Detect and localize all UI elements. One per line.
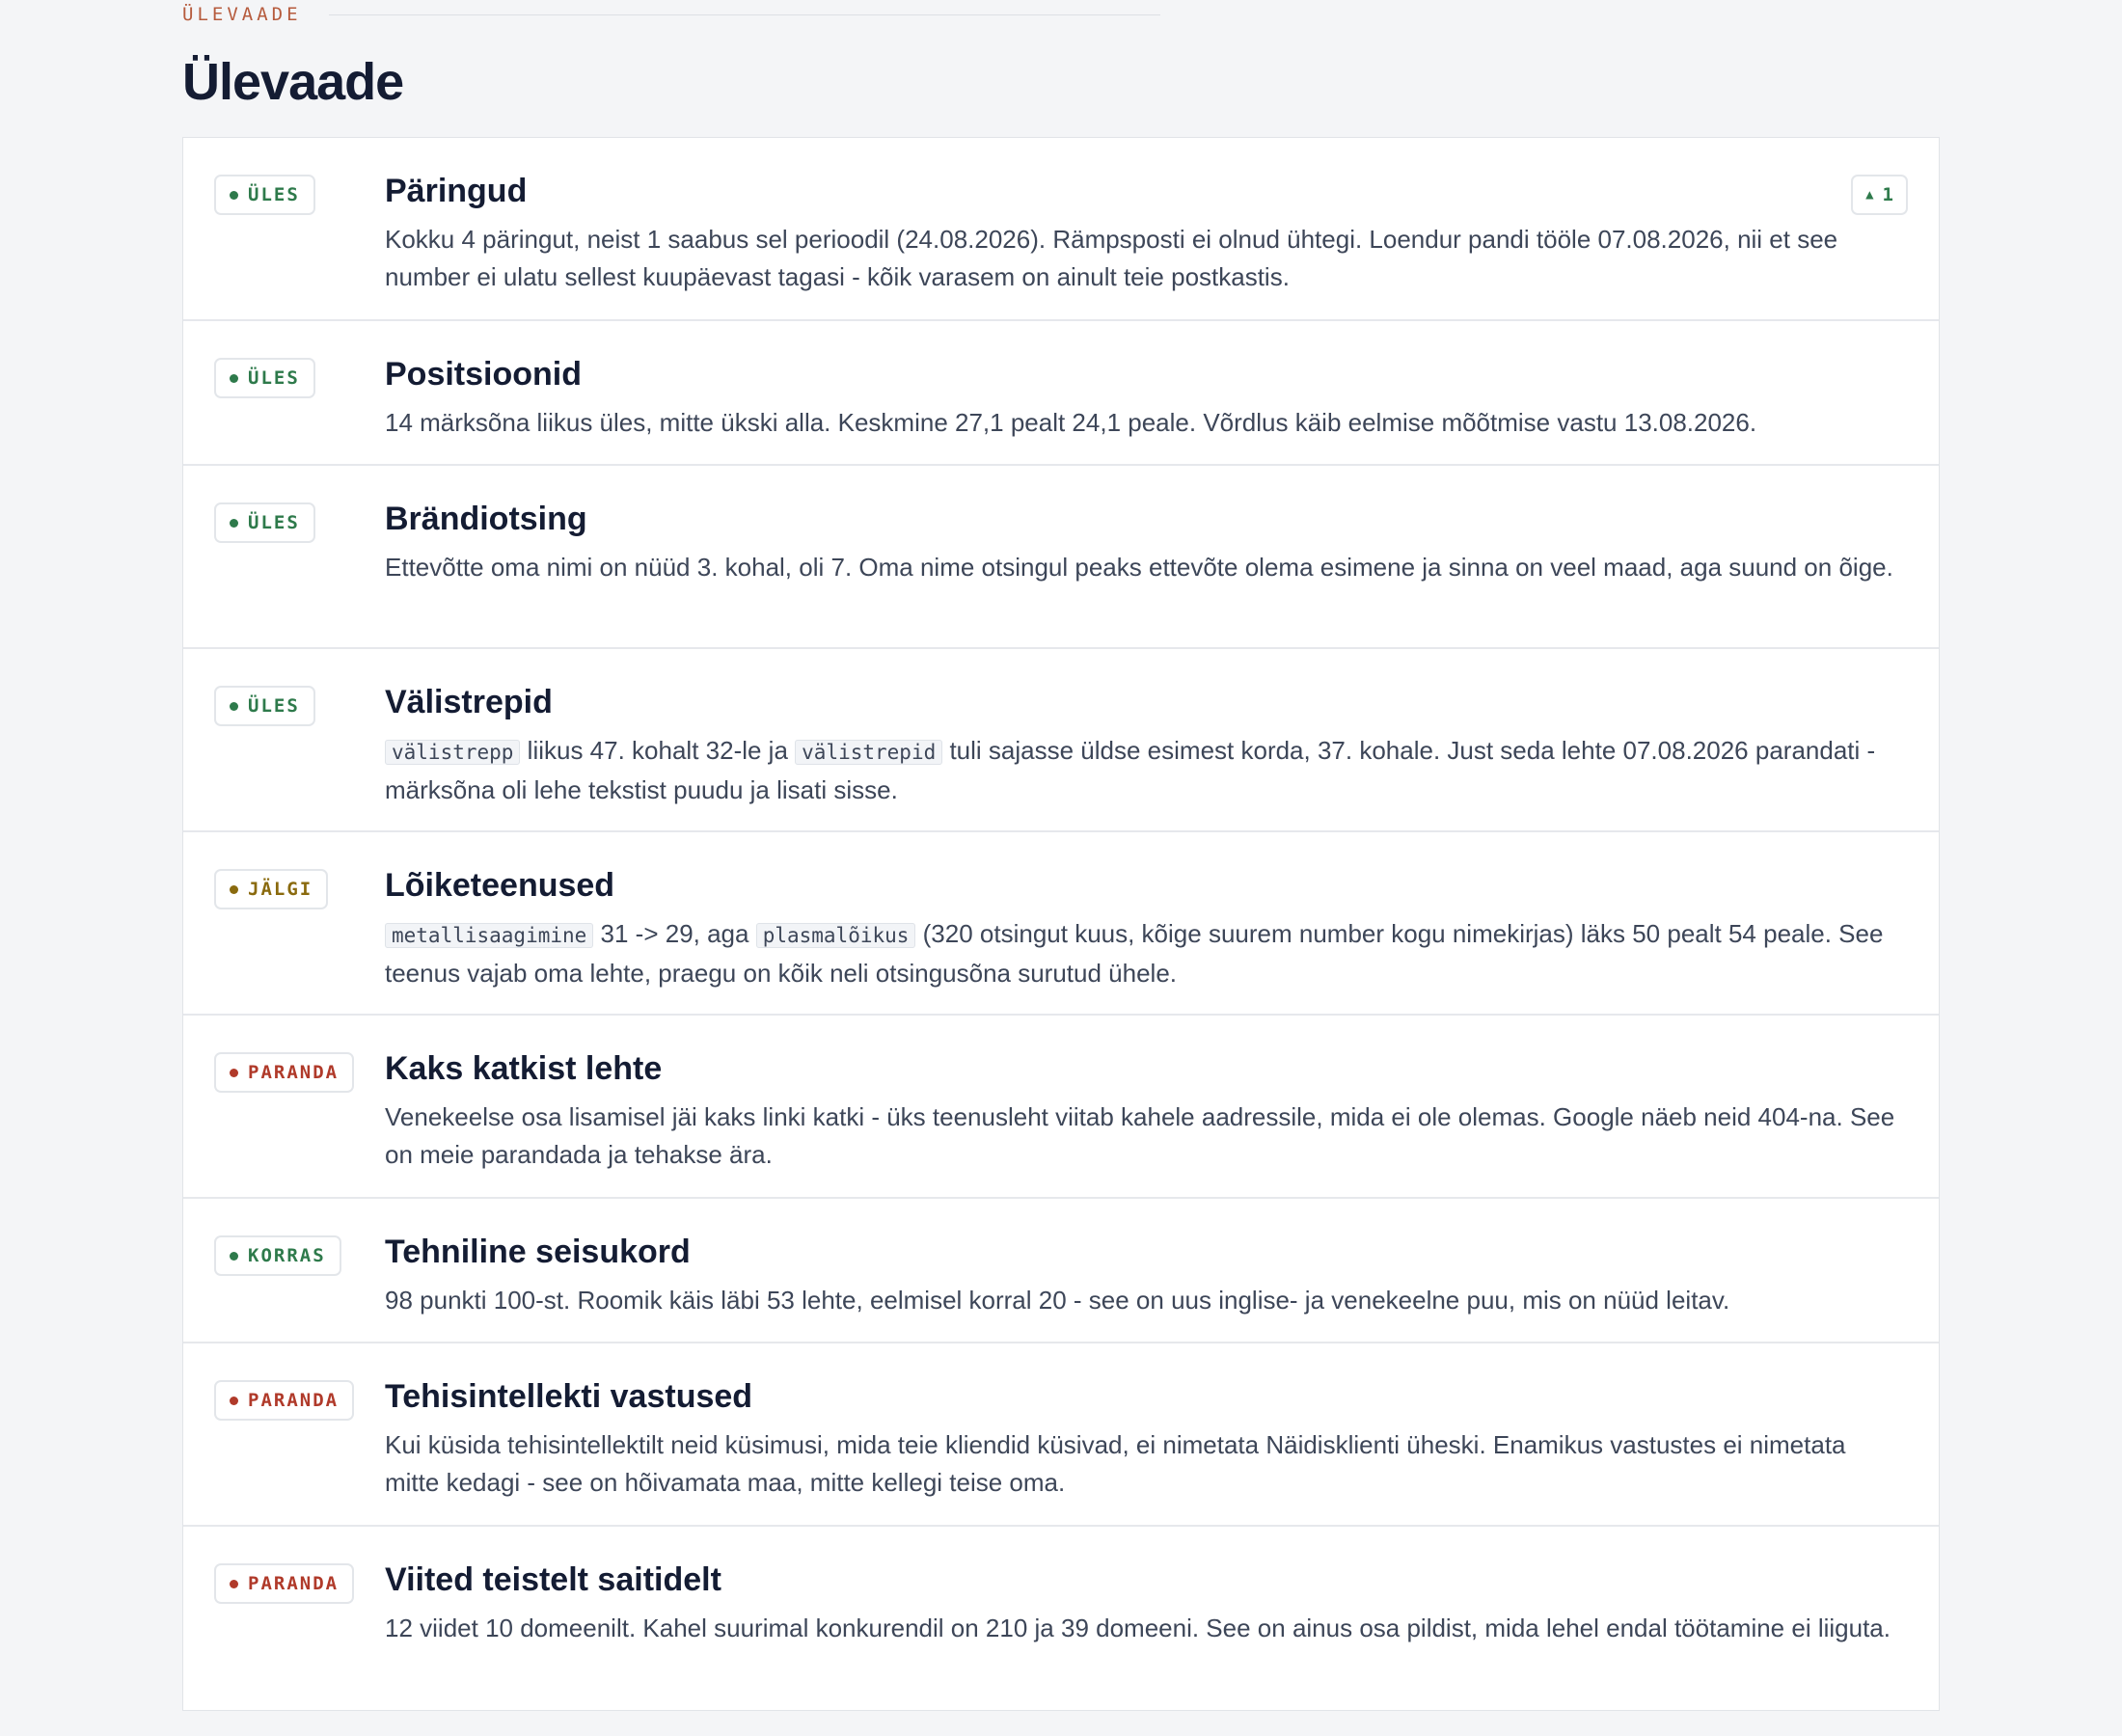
item-title: Kaks katkist lehte	[385, 1050, 663, 1087]
status-badge	[214, 1052, 354, 1093]
section-eyebrow-row	[182, 0, 1940, 31]
eyebrow-divider	[329, 14, 1160, 15]
item-description: 12 viidet 10 domeenilt. Kahel suurimal konkurendil on 210 ja 39 domeeni. See on ainus osa pildist, mida lehel endal töötamine ei liiguta.	[385, 1614, 1891, 1642]
overview-item-positsioonid	[183, 321, 1939, 466]
status-badge	[214, 358, 315, 398]
item-title: Tehisintellekti vastused	[385, 1378, 753, 1415]
item-description: Kokku 4 päringut, neist 1 saabus sel perioodil (24.08.2026). Rämpsposti ei olnud ühtegi. Loendur pandi tööle 07.08.2026, nii et see number ei ulatu sellest kuupäevast tagasi - kõik varasem on ainult teie postkastis.	[385, 225, 1838, 291]
status-dot-icon	[230, 1397, 238, 1405]
section-eyebrow: ÜLEVAADE	[182, 4, 302, 25]
status-badge	[214, 686, 315, 726]
keyword-code: välistrepp	[385, 740, 520, 765]
overview-item-tehniline-seisukord	[183, 1199, 1939, 1343]
triangle-up-icon: ▲	[1865, 187, 1874, 203]
page-title: Ülevaade	[182, 53, 404, 111]
overview-item-valistrepid	[183, 649, 1939, 832]
description-text: (320 otsingut kuus, kõige suurem number kogu nimekirjas) läks 50 pealt 54 peale. See teenus vajab oma lehte, praegu on kõik neli otsingusõna surutud ühele.	[385, 919, 1884, 988]
description-text: liikus 47. kohalt 32-le ja	[520, 736, 796, 765]
item-description: Kui küsida tehisintellektilt neid küsimusi, mida teie kliendid küsivad, ei nimetata Näidisklienti üheski. Enamikus vastustes ei nimetata mitte kedagi - see on hõivamata maa, mitte kellegi teise oma.	[385, 1430, 1846, 1497]
change-badge	[1851, 175, 1908, 215]
overview-item-katkised-lehed	[183, 1016, 1939, 1199]
status-badge	[214, 869, 328, 909]
status-badge-label: PARANDA	[248, 1390, 340, 1411]
item-title: Brändiotsing	[385, 501, 587, 537]
status-badge	[214, 1380, 354, 1421]
keyword-code: plasmalõikus	[756, 923, 916, 948]
description-text: 31 -> 29, aga	[593, 919, 756, 948]
status-dot-icon	[230, 191, 238, 200]
item-title: Välistrepid	[385, 684, 553, 720]
status-badge	[214, 1563, 354, 1604]
status-badge	[214, 175, 315, 215]
keyword-code: välistrepid	[795, 740, 942, 765]
status-dot-icon	[230, 1069, 238, 1077]
status-badge-label: ÜLES	[248, 367, 300, 389]
status-dot-icon	[230, 374, 238, 383]
status-badge-label: ÜLES	[248, 512, 300, 533]
status-badge-label: PARANDA	[248, 1573, 340, 1594]
status-dot-icon	[230, 885, 238, 894]
item-description: Venekeelse osa lisamisel jäi kaks linki katki - üks teenusleht viitab kahele aadressile, mida ei ole olemas. Google näeb neid 404-na. See on meie parandada ja tehakse ära.	[385, 1102, 1895, 1169]
status-badge-label: ÜLES	[248, 184, 300, 205]
item-description: 98 punkti 100-st. Roomik käis läbi 53 lehte, eelmisel korral 20 - see on uus inglise- ja venekeelne puu, mis on nüüd leitav.	[385, 1286, 1730, 1315]
status-badge-label: KORRAS	[248, 1245, 326, 1266]
overview-list	[182, 137, 1940, 1711]
item-description	[385, 732, 1899, 808]
status-badge-label: PARANDA	[248, 1062, 340, 1083]
description-text: tuli sajasse üldse esimest korda, 37. kohale. Just seda lehte 07.08.2026 parandati - märksõna oli lehe tekstist puudu ja lisati sisse.	[385, 736, 1876, 804]
item-title: Päringud	[385, 173, 528, 209]
status-dot-icon	[230, 1580, 238, 1588]
overview-section	[182, 0, 1940, 1642]
overview-item-paringud	[183, 138, 1939, 321]
status-badge	[214, 502, 315, 543]
item-title: Lõiketeenused	[385, 867, 615, 904]
status-badge-label: JÄLGI	[248, 879, 313, 900]
item-description	[385, 915, 1899, 991]
status-dot-icon	[230, 519, 238, 528]
overview-item-tehisintellekt	[183, 1343, 1939, 1527]
status-badge-label: ÜLES	[248, 695, 300, 717]
overview-item-brandiotsing	[183, 466, 1939, 649]
item-title: Viited teistelt saitidelt	[385, 1561, 721, 1598]
item-description: 14 märksõna liikus üles, mitte ükski alla. Keskmine 27,1 pealt 24,1 peale. Võrdlus käib eelmise mõõtmise vastu 13.08.2026.	[385, 408, 1757, 437]
change-value: 1	[1882, 184, 1893, 205]
status-badge	[214, 1235, 341, 1276]
status-dot-icon	[230, 1252, 238, 1261]
overview-item-viited	[183, 1527, 1939, 1710]
item-description: Ettevõtte oma nimi on nüüd 3. kohal, oli 7. Oma nime otsingul peaks ettevõte olema esimene ja sinna on veel maad, aga suund on õige.	[385, 553, 1893, 582]
status-dot-icon	[230, 702, 238, 711]
keyword-code: metallisaagimine	[385, 923, 593, 948]
item-title: Positsioonid	[385, 356, 582, 393]
item-title: Tehniline seisukord	[385, 1234, 691, 1270]
overview-item-loiketeenused	[183, 832, 1939, 1016]
